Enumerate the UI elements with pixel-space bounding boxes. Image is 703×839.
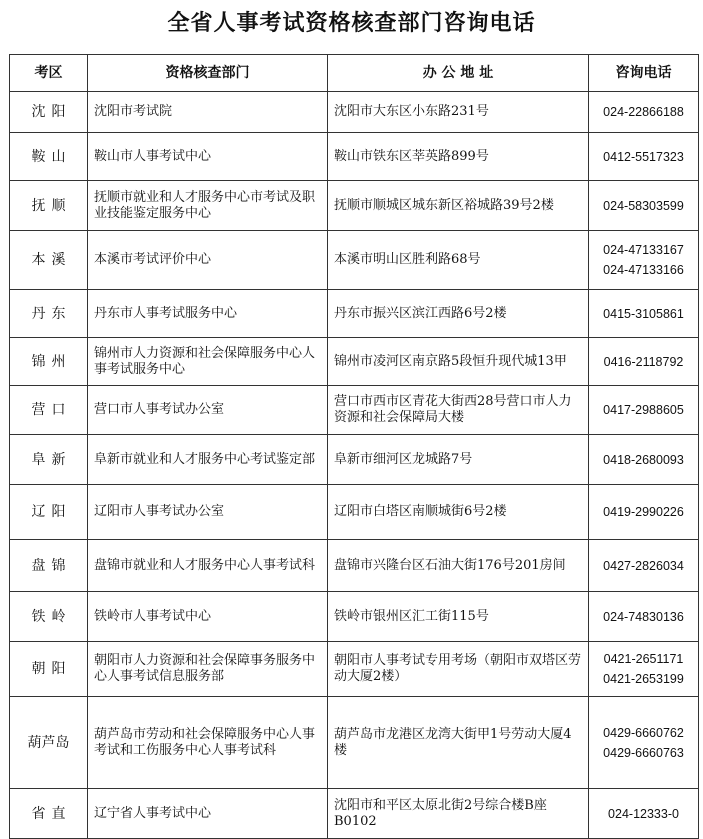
header-region: 考区: [10, 55, 88, 92]
table-row: [10, 697, 699, 789]
phone-number: 0429-6660762: [603, 725, 684, 740]
region-cell: 本溪: [10, 231, 88, 290]
address-cell: 朝阳市人事考试专用考场（朝阳市双塔区劳动大厦2楼）: [328, 642, 589, 697]
region-cell: 辽阳: [10, 485, 88, 540]
phone-cell: [589, 290, 699, 338]
table-row: [10, 435, 699, 485]
department-cell: 朝阳市人力资源和社会保障事务服务中心人事考试信息服务部: [88, 642, 328, 697]
phone-cell: [589, 386, 699, 435]
table-row: [10, 92, 699, 133]
address-cell: 沈阳市和平区太原北街2号综合楼B座B0102: [328, 789, 589, 839]
department-cell: 本溪市考试评价中心: [88, 231, 328, 290]
phone-number: 024-74830136: [603, 609, 684, 624]
department-cell: 阜新市就业和人才服务中心考试鉴定部: [88, 435, 328, 485]
header-phone: 咨询电话: [589, 55, 699, 92]
address-cell: 葫芦岛市龙港区龙湾大街甲1号劳动大厦4楼: [328, 697, 589, 789]
department-cell: 盘锦市就业和人才服务中心人事考试科: [88, 540, 328, 592]
phone-number: 0429-6660763: [603, 745, 684, 760]
department-cell: 铁岭市人事考试中心: [88, 592, 328, 642]
department-cell: 锦州市人力资源和社会保障服务中心人事考试服务中心: [88, 338, 328, 386]
phone-cell: [589, 181, 699, 231]
address-cell: 营口市西市区青花大街西28号营口市人力资源和社会保障局大楼: [328, 386, 589, 435]
phone-number: 024-47133167: [603, 243, 684, 257]
department-cell: 辽阳市人事考试办公室: [88, 485, 328, 540]
phone-cell: [589, 789, 699, 839]
phone-cell: [589, 592, 699, 642]
phone-number: 0418-2680093: [603, 452, 684, 467]
region-cell: 丹东: [10, 290, 88, 338]
table-row: [10, 592, 699, 642]
region-cell: 省直: [10, 789, 88, 839]
address-cell: 丹东市振兴区滨江西路6号2楼: [328, 290, 589, 338]
region-cell: 盘锦: [10, 540, 88, 592]
phone-cell: [589, 133, 699, 181]
region-cell: 沈阳: [10, 92, 88, 133]
table-row: [10, 789, 699, 839]
phone-number: 0419-2990226: [603, 505, 684, 519]
phone-number: 0412-5517323: [603, 149, 684, 164]
phone-cell: [589, 338, 699, 386]
region-cell: 抚顺: [10, 181, 88, 231]
address-cell: 铁岭市银州区汇工街115号: [328, 592, 589, 642]
table-row: [10, 386, 699, 435]
region-cell: 葫芦岛: [10, 697, 88, 789]
phone-number: 024-58303599: [603, 198, 684, 213]
phone-number: 0421-2653199: [603, 672, 684, 686]
region-cell: 鞍山: [10, 133, 88, 181]
table-row: [10, 540, 699, 592]
phone-cell: [589, 540, 699, 592]
address-cell: 沈阳市大东区小东路231号: [328, 92, 589, 133]
address-cell: 辽阳市白塔区南顺城街6号2楼: [328, 485, 589, 540]
table-row: [10, 642, 699, 697]
region-cell: 阜新: [10, 435, 88, 485]
department-cell: 抚顺市就业和人才服务中心市考试及职业技能鉴定服务中心: [88, 181, 328, 231]
address-cell: 盘锦市兴隆台区石油大街176号201房间: [328, 540, 589, 592]
department-cell: 葫芦岛市劳动和社会保障服务中心人事考试和工伤服务中心人事考试科: [88, 697, 328, 789]
phone-number: 024-12333-0: [608, 806, 679, 821]
address-cell: 抚顺市顺城区城东新区裕城路39号2楼: [328, 181, 589, 231]
phone-number: 0415-3105861: [603, 306, 684, 321]
phone-cell: [589, 92, 699, 133]
department-cell: 丹东市人事考试服务中心: [88, 290, 328, 338]
header-department: 资格核查部门: [88, 55, 328, 92]
phone-number: 0416-2118792: [603, 354, 684, 369]
phone-number: 0417-2988605: [603, 403, 684, 417]
region-cell: 营口: [10, 386, 88, 435]
phone-cell: [589, 697, 699, 789]
address-cell: 阜新市细河区龙城路7号: [328, 435, 589, 485]
header-address: 办 公 地 址: [328, 55, 589, 92]
table-row: [10, 485, 699, 540]
address-cell: 锦州市凌河区南京路5段恒升现代城13甲: [328, 338, 589, 386]
address-cell: 本溪市明山区胜利路68号: [328, 231, 589, 290]
phone-number: 0421-2651171: [603, 652, 684, 666]
address-cell: 鞍山市铁东区莘英路899号: [328, 133, 589, 181]
table-row: [10, 231, 699, 290]
department-cell: 鞍山市人事考试中心: [88, 133, 328, 181]
department-cell: 营口市人事考试办公室: [88, 386, 328, 435]
table-header-row: [10, 55, 699, 92]
contact-table: [9, 54, 699, 839]
table-row: [10, 133, 699, 181]
table-row: [10, 290, 699, 338]
region-cell: 朝阳: [10, 642, 88, 697]
phone-number: 0427-2826034: [603, 558, 684, 573]
table-row: [10, 338, 699, 386]
department-cell: 沈阳市考试院: [88, 92, 328, 133]
region-cell: 铁岭: [10, 592, 88, 642]
phone-cell: [589, 485, 699, 540]
phone-cell: [589, 435, 699, 485]
region-cell: 锦州: [10, 338, 88, 386]
department-cell: 辽宁省人事考试中心: [88, 789, 328, 839]
phone-cell: [589, 231, 699, 290]
phone-number: 024-22866188: [603, 105, 684, 119]
phone-number: 024-47133166: [603, 263, 684, 277]
table-row: [10, 181, 699, 231]
phone-cell: [589, 642, 699, 697]
page-title: 全省人事考试资格核查部门咨询电话: [167, 11, 536, 36]
